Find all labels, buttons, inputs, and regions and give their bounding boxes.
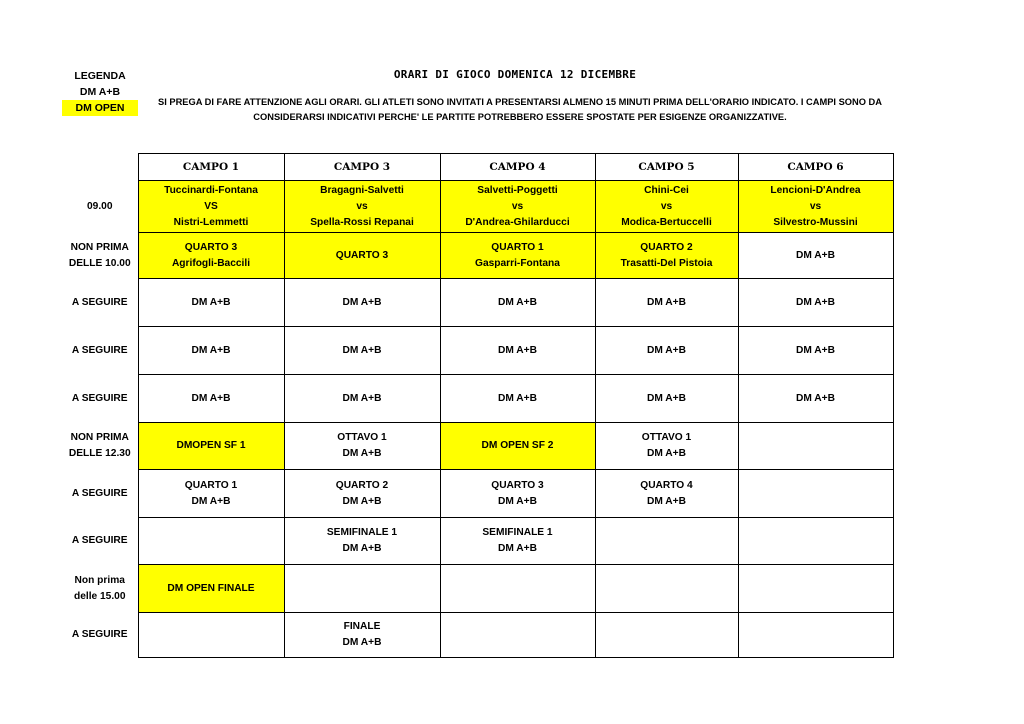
time-line: DELLE 12.30 — [68, 448, 131, 459]
time-slot — [62, 565, 138, 613]
court-header: CAMPO 5 — [595, 154, 738, 181]
time-line: A SEGUIRE — [71, 629, 128, 640]
match-line: QUARTO 2 — [335, 479, 389, 491]
time-line: A SEGUIRE — [71, 392, 128, 404]
match-cell — [440, 518, 595, 565]
match-line: DM A+B — [498, 296, 537, 308]
match-cell — [738, 565, 893, 613]
match-line: vs — [511, 200, 524, 212]
match-cell — [738, 181, 893, 233]
match-line: Nistri-Lemmetti — [173, 216, 249, 228]
match-cell — [284, 279, 440, 327]
match-line: DM A+B — [796, 344, 835, 356]
match-cell — [595, 518, 738, 565]
time-slot — [62, 181, 138, 233]
match-cell — [138, 565, 284, 613]
match-cell — [738, 613, 893, 658]
match-line: Bragagni-Salvetti — [320, 184, 404, 196]
match-line: Trasatti-Del Pistoia — [620, 257, 713, 269]
match-cell — [595, 565, 738, 613]
match-line: DM A+B — [647, 448, 686, 459]
time-slot — [62, 279, 138, 327]
match-line: vs — [809, 200, 822, 212]
match-line: vs — [660, 200, 673, 212]
match-cell — [138, 279, 284, 327]
match-cell — [138, 327, 284, 375]
match-line: QUARTO 3 — [491, 479, 544, 491]
match-cell — [284, 181, 440, 233]
match-cell — [440, 375, 595, 423]
match-cell — [595, 470, 738, 518]
time-line: A SEGUIRE — [71, 344, 128, 356]
match-cell — [595, 423, 738, 470]
match-line: DM A+B — [191, 495, 231, 507]
notice-line-1: SI PREGA DI FARE ATTENZIONE AGLI ORARI. GLI ATLETI SONO INVITATI A PRESENTARSI ALMENO 15 MINUTI PRIMA DELL'ORARIO INDICATO. I CAMPI SONO DA — [158, 97, 882, 107]
match-line: QUARTO 3 — [335, 249, 389, 261]
page-title: ORARI DI GIOCO DOMENICA 12 DICEMBRE — [393, 68, 637, 81]
match-line: DM A+B — [342, 392, 382, 404]
match-line: DM A+B — [498, 543, 537, 554]
time-slot — [62, 327, 138, 375]
match-cell — [138, 375, 284, 423]
match-cell — [595, 233, 738, 279]
match-cell — [595, 613, 738, 658]
match-line: Gasparri-Fontana — [475, 257, 560, 269]
match-cell — [138, 518, 284, 565]
time-slot — [62, 518, 138, 565]
match-cell — [138, 423, 284, 470]
time-line: DELLE 10.00 — [68, 257, 131, 269]
time-line: A SEGUIRE — [71, 535, 128, 546]
match-cell — [284, 375, 440, 423]
match-cell — [440, 181, 595, 233]
match-cell — [440, 327, 595, 375]
notice-line-2: CONSIDERARSI INDICATIVI PERCHE' LE PARTITE POTREBBERO ESSERE SPOSTATE PER ESIGENZE ORGANIZZATIVE. — [253, 112, 787, 122]
match-cell — [284, 565, 440, 613]
match-cell — [738, 470, 893, 518]
time-line: NON PRIMA — [70, 241, 129, 253]
match-line: OTTAVO 1 — [337, 432, 387, 443]
match-line: QUARTO 3 — [184, 241, 238, 253]
match-cell — [738, 233, 893, 279]
match-line: SEMIFINALE 1 — [482, 527, 553, 538]
match-line: DM A+B — [498, 392, 537, 404]
match-line: QUARTO 4 — [640, 479, 693, 491]
match-line: Salvetti-Poggetti — [477, 184, 558, 196]
match-cell — [284, 233, 440, 279]
schedule-row — [62, 279, 893, 327]
match-line: Tuccinardi-Fontana — [164, 184, 258, 196]
court-header: CAMPO 1 — [138, 154, 284, 181]
match-line: DM A+B — [191, 392, 231, 404]
match-line: Lencioni-D'Andrea — [770, 184, 861, 196]
match-cell — [440, 279, 595, 327]
match-line: DM A+B — [191, 344, 231, 356]
schedule-table — [62, 153, 894, 658]
notice — [140, 95, 900, 125]
match-cell — [138, 613, 284, 658]
match-cell — [138, 233, 284, 279]
match-line: Spella-Rossi Repanai — [310, 216, 414, 228]
match-cell — [440, 423, 595, 470]
match-cell — [595, 181, 738, 233]
time-line: 09.00 — [87, 200, 113, 212]
match-cell — [440, 233, 595, 279]
match-line: Chini-Cei — [644, 184, 689, 196]
match-cell — [138, 181, 284, 233]
match-cell — [738, 375, 893, 423]
match-line: DM A+B — [342, 344, 382, 356]
match-cell — [595, 327, 738, 375]
match-line: DM A+B — [342, 448, 382, 459]
legend-item-dm-open: DM OPEN — [62, 100, 138, 116]
time-line: delle 15.00 — [73, 590, 126, 602]
match-line: DM A+B — [796, 392, 835, 404]
match-line: D'Andrea-Ghilarducci — [465, 216, 570, 228]
time-line: NON PRIMA — [70, 432, 129, 443]
match-cell — [440, 565, 595, 613]
match-line: QUARTO 1 — [184, 479, 238, 491]
time-line: Non prima — [74, 574, 125, 586]
match-line: SEMIFINALE 1 — [326, 527, 398, 538]
schedule-row — [62, 327, 893, 375]
legend-item-dm-ab: DM A+B — [79, 86, 121, 98]
match-line: Silvestro-Mussini — [773, 216, 858, 228]
match-cell — [738, 423, 893, 470]
schedule-row — [62, 470, 893, 518]
match-line: DM A+B — [647, 344, 686, 356]
match-line: OTTAVO 1 — [641, 432, 692, 443]
match-line: QUARTO 1 — [491, 241, 544, 253]
match-cell — [284, 423, 440, 470]
match-cell — [138, 470, 284, 518]
match-line: DM A+B — [191, 296, 231, 308]
match-line: DM A+B — [342, 637, 382, 648]
match-line: DM A+B — [647, 392, 686, 404]
match-line: DM A+B — [647, 495, 686, 507]
match-line: DM A+B — [796, 249, 835, 261]
time-slot — [62, 470, 138, 518]
schedule-row — [62, 423, 893, 470]
match-line: VS — [204, 200, 218, 212]
header-row — [62, 154, 893, 181]
match-cell — [284, 327, 440, 375]
time-slot — [62, 423, 138, 470]
match-cell — [738, 279, 893, 327]
schedule-body — [62, 181, 893, 658]
match-line: DM OPEN FINALE — [167, 582, 255, 594]
match-cell — [284, 518, 440, 565]
time-slot — [62, 233, 138, 279]
time-line: A SEGUIRE — [71, 296, 128, 308]
schedule-row — [62, 613, 893, 658]
match-line: Modica-Bertuccelli — [621, 216, 712, 228]
match-line: vs — [356, 200, 368, 212]
schedule-row — [62, 233, 893, 279]
match-cell — [284, 613, 440, 658]
match-line: DMOPEN SF 1 — [176, 440, 246, 451]
schedule-row — [62, 518, 893, 565]
match-line: DM A+B — [342, 495, 382, 507]
match-line: DM A+B — [647, 296, 686, 308]
match-cell — [284, 470, 440, 518]
match-cell — [595, 375, 738, 423]
schedule-row — [62, 565, 893, 613]
match-line: DM A+B — [342, 296, 382, 308]
court-header: CAMPO 4 — [440, 154, 595, 181]
match-cell — [738, 327, 893, 375]
match-cell — [738, 518, 893, 565]
court-header: CAMPO 6 — [738, 154, 893, 181]
schedule-row — [62, 181, 893, 233]
schedule-row — [62, 375, 893, 423]
time-slot — [62, 375, 138, 423]
match-line: DM OPEN SF 2 — [481, 440, 554, 451]
time-header — [62, 154, 138, 181]
legend-title: LEGENDA — [74, 70, 126, 82]
match-line: Agrifogli-Baccili — [171, 257, 251, 269]
time-slot — [62, 613, 138, 658]
match-line: DM A+B — [498, 344, 537, 356]
match-cell — [440, 470, 595, 518]
match-line: DM A+B — [796, 296, 835, 308]
match-cell — [595, 279, 738, 327]
match-cell — [440, 613, 595, 658]
time-line: A SEGUIRE — [71, 487, 128, 499]
match-line: FINALE — [343, 621, 381, 632]
legend — [62, 68, 138, 116]
match-line: DM A+B — [498, 495, 537, 507]
court-header: CAMPO 3 — [284, 154, 440, 181]
match-line: DM A+B — [342, 543, 382, 554]
match-line: QUARTO 2 — [640, 241, 693, 253]
